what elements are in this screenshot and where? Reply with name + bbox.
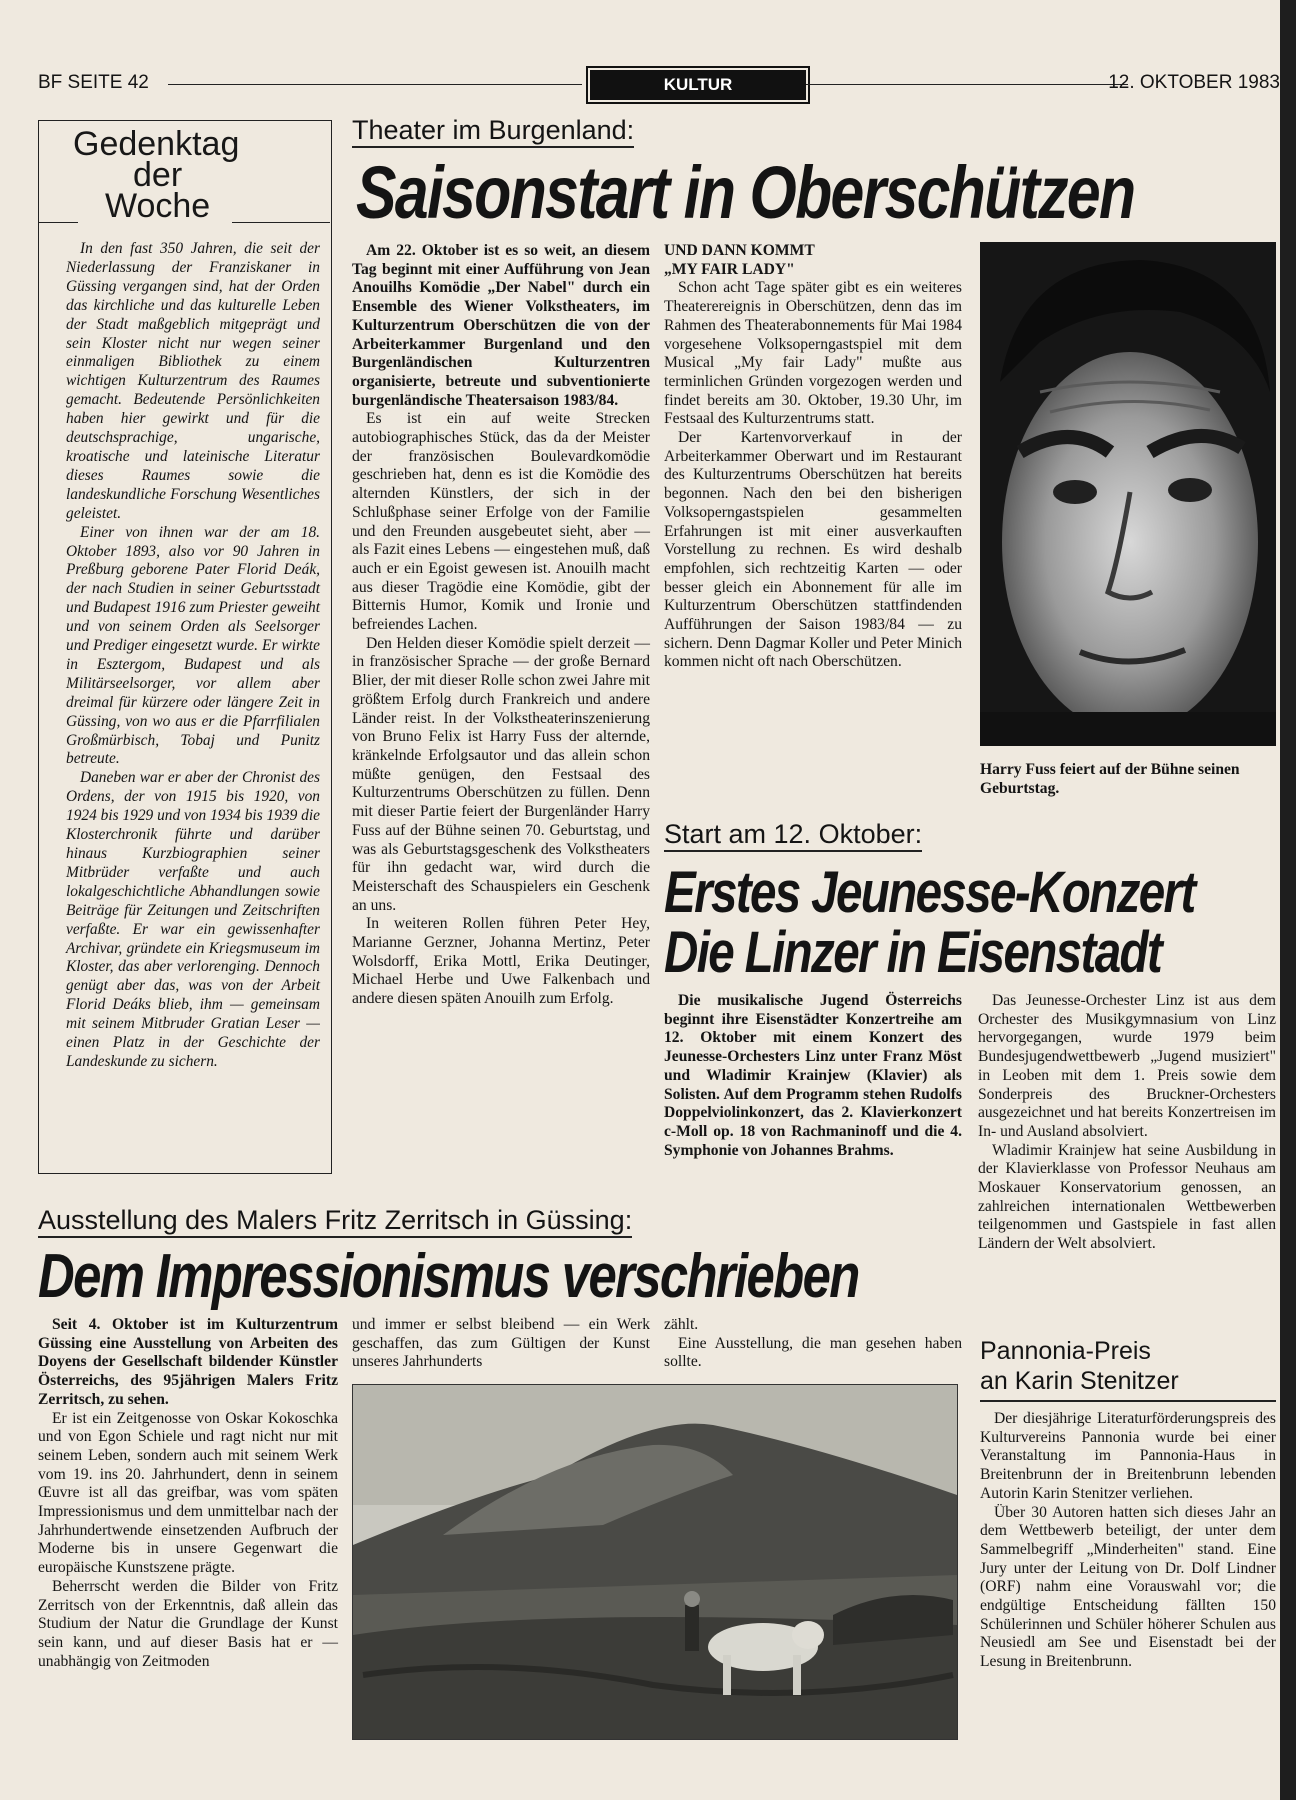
saison-headline: Saisonstart in Oberschützen <box>356 151 1135 234</box>
jeunesse-headline-line-1: Erstes Jeunesse-Konzert <box>664 860 1195 925</box>
zerritsch-column-1 <box>38 1316 338 1671</box>
paragraph: Schon acht Tage später gibt es ein weiteres Theaterereignis in Oberschützen, denn das im Rahmen des Theaterabonnements für Mai 1984 vorgesehene Volksoperngastspiel mit dem Musical „My fair Lady" mußte aus terminlichen Gründen vorgezogen werden und findet bereits am 30. Oktober, 19.30 Uhr, im Festsaal des Kulturzentrums statt. <box>664 279 962 428</box>
paragraph: Eine Ausstellung, die man gesehen haben sollte. <box>664 1334 962 1371</box>
zerritsch-painting <box>352 1384 958 1740</box>
portrait-image <box>980 242 1276 746</box>
paragraph: zählt. <box>664 1316 699 1333</box>
zerritsch-headline: Dem Impressionismus verschrieben <box>38 1242 859 1311</box>
gedenktag-title-underline <box>38 222 78 223</box>
paragraph: In weiteren Rollen führen Peter Hey, Marianne Gerzner, Johanna Mertinz, Peter Wolsdorff, Erika Mottl, Erika Deutinger, Michael Herbe und Uwe Falkenbach und andere diesen späten Anouilh zum Erfolg. <box>352 915 650 1008</box>
saison-subhead <box>664 242 962 279</box>
paragraph: Beherrscht werden die Bilder von Fritz Zerritsch von der Erkenntnis, daß allein das Studium der Natur die Grundlage der Kunst sein kann, und auf dieser Basis hat er — unabhängig von Zeitmoden <box>38 1577 338 1670</box>
paragraph: Wladimir Krainjew hat seine Ausbildung in der Klavierklasse von Professor Neuhaus am Moskauer Konservatorium genossen, an zahlreichen internationalen Wettbewerben teilgenommen und Gastspiele in fast allen Ländern der Welt absolviert. <box>978 1141 1276 1253</box>
pannonia-rule <box>980 1400 1276 1402</box>
paragraph: Daneben war er aber der Chronist des Ordens, der von 1915 bis 1920, von 1924 bis 1929 und von 1934 bis 1939 die Klosterchronik führte und darüber hinaus Kurzbiographien seiner Mitbrüder verfaßte und auch lokalgeschichtliche Abhandlungen sowie Beiträge für Zeitungen und Zeitschriften verfaßte. Er war ein gewissenhafter Archivar, gründete ein Kriegsmuseum im Kloster, das aber verlorenging. Dennoch genügt aber das, was von der Arbeit Florid Deáks blieb, ihm — gemeinsam mit seinem Mitbruder Gratian Leser — einen Platz in der Geschichte der Landeskunde zu sichern. <box>66 769 320 1070</box>
jeunesse-headline-line-2: Die Linzer in Eisenstadt <box>664 920 1162 985</box>
jeunesse-column-2 <box>978 992 1276 1254</box>
subhead-line: „MY FAIR LADY" <box>664 260 795 278</box>
page-number: BF SEITE 42 <box>38 72 149 93</box>
paragraph: In den fast 350 Jahren, die seit der Niederlassung der Franziskaner in Güssing vergangen sind, hat der Orden das kirchliche und das kulturelle Leben der Stadt maßgeblich mitgeprägt und sein Kloster nicht nur wegen seiner einmaligen Bibliothek zu einem wichtigen Kulturzentrum des Raumes gemacht. Bedeutende Persönlichkeiten haben hier gewirkt und für die deutschsprachige, ungarische, kroatische und lateinische Literatur dieses Raumes sowie die landeskundliche Forschung Wesentliches geleistet. <box>66 240 320 522</box>
pannonia-text <box>980 1410 1276 1672</box>
gedenktag-title-line: der <box>133 156 183 194</box>
page-edge <box>1280 0 1296 1800</box>
section-label: KULTUR <box>590 70 806 100</box>
gedenktag-title <box>47 125 240 225</box>
gedenktag-title-underline <box>232 222 330 223</box>
header-rule-right <box>806 84 1128 85</box>
gedenktag-text <box>66 240 320 1072</box>
photo-caption: Harry Fuss feiert auf der Bühne seinen Geburtstag. <box>980 761 1240 797</box>
paragraph: Einer von ihnen war der am 18. Oktober 1893, also vor 90 Jahren in Preßburg geborene Pater Florid Deák, der nach Studien in seiner Geburtsstadt und Budapest 1916 zum Priester geweiht und von seinem Orden als Seelsorger und Prediger eingesetzt wurde. Er wirkte in Esztergom, Budapest und als Militärseelsorger, vor allem aber dreimal für kürzere oder längere Zeit in Güssing, von wo aus er die Pfarrfilialen Großmürbisch, Tobaj und Punitz betreute. <box>66 523 320 768</box>
paragraph: Den Helden dieser Komödie spielt derzeit — in französischer Sprache — der große Bernard Blier, der mit dieser Rolle schon zwei Jahre mit größtem Erfolg durch Frankreich und andere Länder reist. In der Volkstheaterinszenierung von Bruno Felix ist Harry Fuss der alternde, kränkelnde Erfolgsautor und das allein schon müßte genügen, den Festsaal des Kulturzentrums Oberschützen zu füllen. Denn mit dieser Partie feiert der Burgenländer Harry Fuss auf der Bühne seinen 70. Geburtstag, und was als Geburtstagsgeschenk des Volkstheaters für ihn gedacht war, wird durch die Meisterschaft des Schauspielers ein Geschenk an uns. <box>352 634 650 914</box>
jeunesse-lead: Die musikalische Jugend Österreichs beginnt ihre Eisenstädter Konzertreihe am 12. Oktober mit einem Konzert des Jeunesse-Orchesters Linz unter Franz Möst und Wladimir Krainjew (Klavier) als Solisten. Auf dem Programm stehen Rudolfs Doppelviolinkonzert, das 2. Klavierkonzert c-Moll op. 18 von Rachmaninoff und die 4. Symphonie von Johannes Brahms. <box>664 992 962 1159</box>
jeunesse-column-1 <box>664 992 962 1160</box>
gedenktag-title-line: Gedenktag <box>73 125 240 163</box>
page-header <box>38 70 1280 98</box>
pannonia-headline-line: an Karin Stenitzer <box>980 1367 1179 1395</box>
jeunesse-kicker: Start am 12. Oktober: <box>664 820 922 852</box>
saison-kicker: Theater im Burgenland: <box>352 116 634 148</box>
subhead-line: UND DANN KOMMT <box>664 242 815 259</box>
harry-fuss-photo <box>980 242 1276 746</box>
saison-column-2 <box>664 242 962 672</box>
paragraph: Das Jeunesse-Orchester Linz ist aus dem Orchester des Musikgymnasium von Linz hervorgegangen, wurde 1979 beim Bundesjugendwettbewerb „Jugend musiziert" in Leoben mit dem 1. Preis sowie dem Sonderpreis des Bruckner-Orchesters ausgezeichnet und hat bereits Konzertreisen im In- und Ausland absolviert. <box>978 992 1276 1140</box>
paragraph: und immer er selbst bleibend — ein Werk geschaffen, das zum Gültigen der Kunst unseres Jahrhunderts <box>352 1316 650 1371</box>
gedenktag-title-line: Woche <box>105 187 211 225</box>
zerritsch-lead: Seit 4. Oktober ist im Kulturzentrum Güssing eine Ausstellung von Arbeiten des Doyens der Gesellschaft bildender Künstler Österreichs, des 95jährigen Malers Fritz Zerritsch, zu sehen. <box>38 1316 338 1408</box>
zerritsch-kicker: Ausstellung des Malers Fritz Zerritsch in Güssing: <box>38 1206 632 1238</box>
paragraph: Er ist ein Zeitgenosse von Oskar Kokoschka und von Egon Schiele und ragt nicht nur mit seinem Leben, sondern auch mit seinem Werk vom 19. ins 20. Jahrhundert, denn in seinem Œuvre ist all das greifbar, was vom späten Impressionismus und dem unmittelbar nach der Jahrhundertwende einsetzenden Aufbruch der Moderne bis in unsere Gegenwart die europäische Kunstszene prägte. <box>38 1409 338 1577</box>
pannonia-headline <box>980 1336 1270 1396</box>
paragraph: Der diesjährige Literaturförderungspreis des Kulturvereins Pannonia wurde bei einer Veranstaltung im Pannonia-Haus in Breitenbrunn der in Breitenbrunn lebenden Autorin Karin Stenitzer verliehen. <box>980 1410 1276 1502</box>
paragraph: Über 30 Autoren hatten sich dieses Jahr an dem Wettbewerb beteiligt, der unter dem Sammelbegriff „Minderheiten" stand. Eine Jury unter der Leitung von Dr. Dolf Lindner (ORF) nahm eine Vorauswahl vor; die endgültige Entscheidung fällten 150 Schülerinnen und Schüler höherer Schulen aus Neusiedl am See und Eisenstadt bei der Lesung in Breitenbrunn. <box>980 1503 1276 1671</box>
saison-lead: Am 22. Oktober ist es so weit, an diesem Tag beginnt mit einer Aufführung von Jean Anouilhs Komödie „Der Nabel" durch ein Ensemble des Wiener Volkstheaters, im Kulturzentrum Oberschützen die von der Arbeiterkammer Burgenland und den Burgenländischen Kulturzentren organisierte, betreute und subventionierte burgenländische Theatersaison 1983/84. <box>352 242 650 409</box>
zerritsch-column-2 <box>352 1316 650 1372</box>
zerritsch-column-3 <box>664 1316 962 1372</box>
paragraph: Es ist ein auf weite Strecken autobiographisches Stück, das da der Meister der französischen Boulevardkomödie geschrieben hat, denn es ist die Komödie des alternden Künstlers, der sich in der Schlußphase seiner Erfolge von der Familie und den Freunden ausgebeutet sieht, aber — als Fazit eines Lebens — eingestehen muß, daß auch er ein Egoist gewesen ist. Anouilh macht aus dieser Tragödie eine Komödie, gibt der Bitternis Humor, Komik und Ironie und befreiendes Lachen. <box>352 410 650 634</box>
header-rule-left <box>168 84 582 85</box>
saison-column-1 <box>352 242 650 1009</box>
issue-date: 12. OKTOBER 1983 <box>1108 72 1280 93</box>
paragraph: Der Kartenvorverkauf in der Arbeiterkammer Oberwart und im Restaurant des Kulturzentrums Oberschützen hat bereits begonnen. Nach den bei den bisherigen Volksoperngastspielen gesammelten Erfahrungen ist mit einer ausverkauften Vorstellung zu rechnen. Es wird deshalb empfohlen, sich rechtzeitig Karten — oder besser gleich ein Abonnement für alle im Kulturzentrum Oberschützen stattfindenden Aufführungen der Saison 1983/84 — zu sichern. Denn Dagmar Koller und Peter Minich kommen nicht oft nach Oberschützen. <box>664 429 962 671</box>
landscape-painting-image <box>353 1385 957 1739</box>
pannonia-headline-line: Pannonia-Preis <box>980 1337 1151 1365</box>
